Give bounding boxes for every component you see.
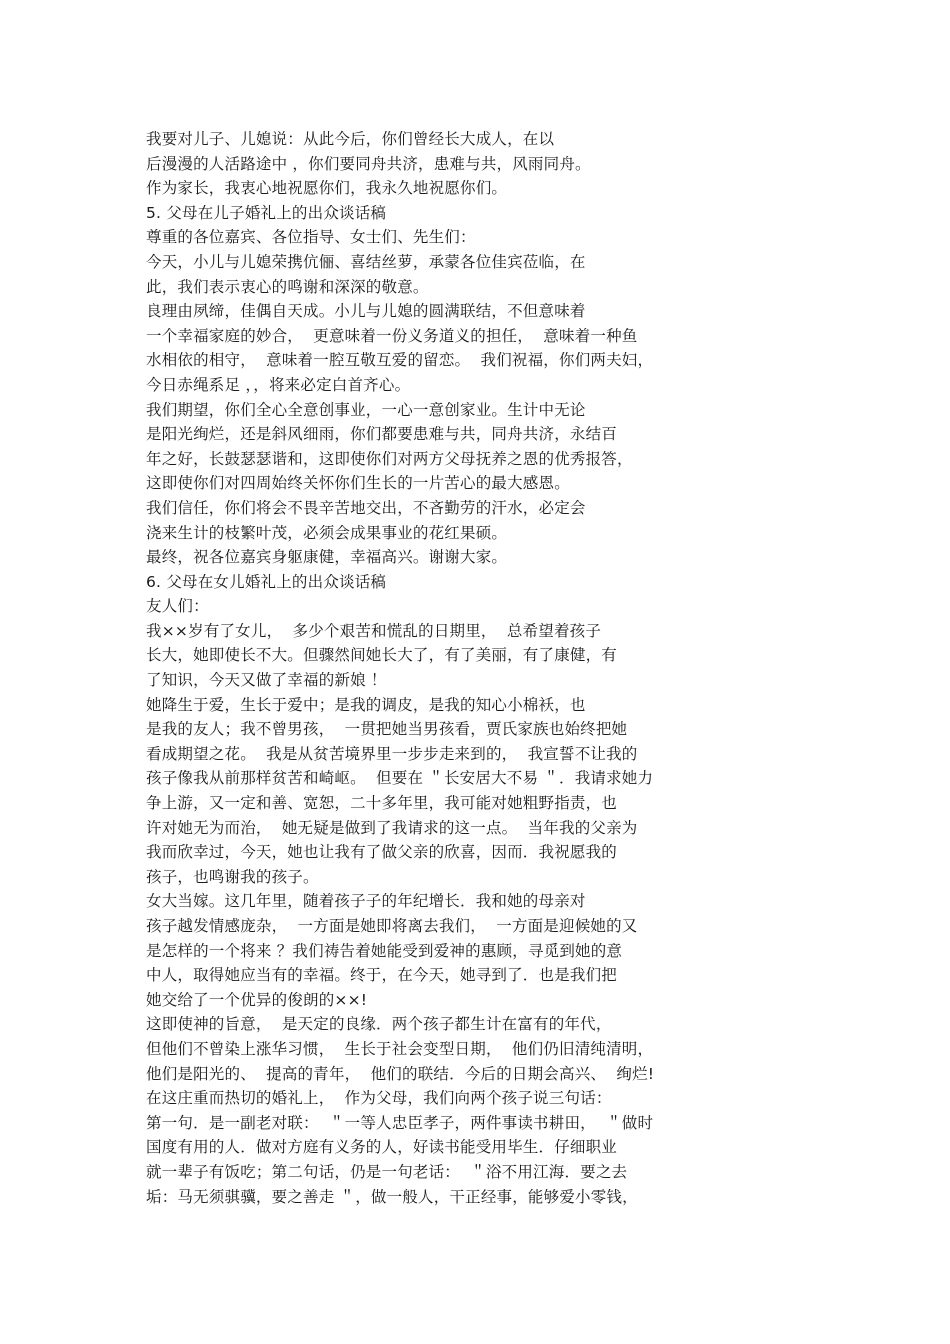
text-line: 今日赤绳系足 ，，将来必定白首齐心。 (146, 375, 411, 394)
text-line: 是怎样的一个将来 ？我们祷告着她能受到爱神的惠顾，寻觅到她的意 (146, 941, 623, 960)
text-line: 但他们不曾染上涨华习惯， 生长于社会变型日期， 他们仍旧清纯清明， (146, 1039, 654, 1058)
speech-text-body (146, 127, 706, 1209)
text-line: 这即使你们对四周始终关怀你们生长的一片苦心的最大感恩。 (146, 474, 570, 493)
text-line: 孩子像我从前那样贫苦和崎岖。 但要在 ＂长安居大不易 ＂．我请求她力 (146, 769, 654, 788)
text-line: 良理由夙缔，佳偶自天成。小儿与儿媳的圆满联结，不但意味着 (146, 302, 586, 321)
text-line: 垢：马无须骐骥，要之善走 ＂，做一般人，干正经事，能够爱小零钱， (146, 1187, 638, 1206)
text-line: 许对她无为而治， 她无疑是做到了我请求的这一点。 当年我的父亲为 (146, 818, 638, 837)
text-line: 她降生于爱，生长于爱中；是我的调皮，是我的知心小棉袄，也 (146, 695, 586, 714)
text-line: 浇来生计的枝繁叶茂，必须会成果事业的花红果硕。 (146, 523, 508, 542)
text-line: 国度有用的人．做对方庭有义务的人，好读书能受用毕生．仔细职业 (146, 1138, 618, 1157)
text-line: 年之好，长鼓瑟瑟谐和，这即使你们对两方父母抚养之恩的优秀报答， (146, 449, 633, 468)
text-line: 孩子越发情感庞杂， 一方面是她即将离去我们， 一方面是迎候她的又 (146, 917, 638, 935)
text-line: 这即使神的旨意， 是天定的良缘．两个孩子都生计在富有的年代， (146, 1015, 612, 1034)
text-line: 此，我们表示衷心的鸣谢和深深的敬意。 (146, 277, 429, 296)
text-line: 我要对儿子、儿媳说：从此今后，你们曾经长大成人，在以 (146, 130, 555, 148)
text-line: 作为家长，我衷心地祝愿你们，我永久地祝愿你们。 (146, 179, 508, 198)
text-line: 最终，祝各位嘉宾身躯康健，幸福高兴。谢谢大家。 (146, 548, 508, 567)
text-line: 长大，她即使长不大。但骤然间她长大了，有了美丽，有了康健，有 (146, 646, 618, 665)
text-line: 她交给了一个优异的俊朗的××! (146, 990, 368, 1009)
text-line: 是阳光绚烂，还是斜风细雨，你们都要患难与共，同舟共济，永结百 (146, 425, 618, 444)
text-line: 中人，取得她应当有的幸福。终于，在今天，她寻到了．也是我们把 (146, 966, 618, 985)
section-heading: 5. 父母在儿子婚礼上的出众谈话稿 (146, 203, 387, 222)
text-line: 第一句．是一副老对联： ＂一等人忠臣孝子，两件事读书耕田， ＂做时 (146, 1113, 654, 1132)
text-line: 后漫漫的人活路途中 ，你们要同舟共济，患难与共，风雨同舟。 (146, 154, 591, 173)
section-heading: 6. 父母在女儿婚礼上的出众谈话稿 (146, 572, 387, 591)
text-line: 今天，小儿与儿媳荣携伉俪、喜结丝萝，承蒙各位佳宾莅临，在 (146, 252, 586, 271)
text-line: 我××岁有了女儿， 多少个艰苦和慌乱的日期里， 总希望着孩子 (146, 621, 602, 640)
text-line: 一个幸福家庭的妙合， 更意味着一份义务道义的担任， 意味着一种鱼 (146, 326, 638, 345)
text-line: 我们期望，你们全心全意创事业，一心一意创家业。生计中无论 (146, 400, 586, 419)
text-line: 就一辈子有饭吃；第二句话，仍是一句老话： ＂浴不用江海．要之去 (146, 1162, 628, 1181)
text-line: 水相依的相守， 意味着一腔互敬互爱的留恋。 我们祝福，你们两夫妇， (146, 351, 654, 370)
text-line: 女大当嫁。这几年里，随着孩子子的年纪增长．我和她的母亲对 (146, 892, 586, 911)
text-line: 孩子，也鸣谢我的孩子。 (146, 867, 319, 886)
text-line: 他们是阳光的、 提高的青年， 他们的联结．今后的日期会高兴、 绚烂! (146, 1064, 655, 1083)
text-line: 我而欣幸过，今天，她也让我有了做父亲的欣喜，因而．我祝愿我的 (146, 843, 618, 862)
text-line: 在这庄重而热切的婚礼上， 作为父母，我们向两个孩子说三句话： (146, 1089, 612, 1108)
text-line: 尊重的各位嘉宾、各位指导、女士们、先生们： (146, 228, 476, 247)
text-line: 是我的友人；我不曾男孩， 一贯把她当男孩看，贾氏家族也始终把她 (146, 720, 628, 739)
text-line: 友人们： (146, 597, 209, 616)
text-line: 我们信任，你们将会不畏辛苦地交出，不吝勤劳的汗水，必定会 (146, 498, 586, 517)
text-line: 看成期望之花。 我是从贫苦境界里一步步走来到的， 我宣誓不让我的 (146, 744, 638, 763)
text-line: 争上游，又一定和善、宽恕，二十多年里，我可能对她粗野指责，也 (146, 794, 618, 813)
text-line: 了知识，今天又做了幸福的新娘 ！ (146, 671, 387, 690)
